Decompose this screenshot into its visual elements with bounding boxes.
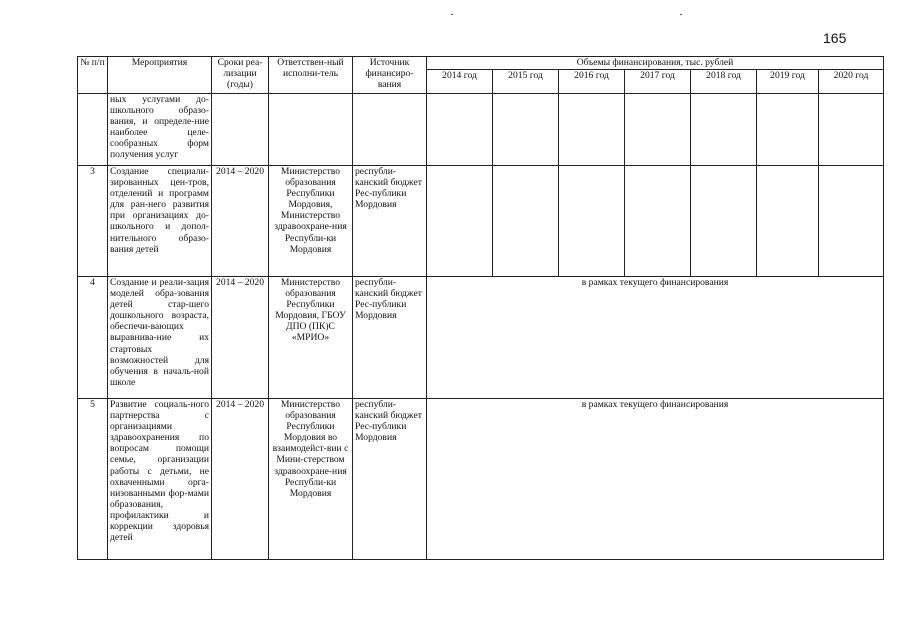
- row-period: [212, 94, 269, 166]
- funding-cell: [427, 94, 493, 166]
- header-year: 2015 год: [493, 70, 559, 94]
- row-activity: ных услугами до-школьного образо-вания, и определе-ние наиболее целе-сообразных форм получения услуг: [108, 94, 212, 166]
- funding-cell: [691, 166, 757, 277]
- header-year: 2016 год: [559, 70, 625, 94]
- header-num: № п/п: [78, 57, 108, 94]
- header-period: Сроки реа-лизации (годы): [212, 57, 269, 94]
- funding-cell: [493, 94, 559, 166]
- row-activity: Создание специали-зированных цен-тров, отделений и программ для ран-него развития при организациях до-школьного и допол-нительного образо-вания детей: [108, 166, 212, 277]
- header-year: 2014 год: [427, 70, 493, 94]
- table-row: [78, 166, 884, 277]
- header-funding: Объемы финансирования, тыс. рублей: [427, 57, 884, 70]
- row-source: [353, 94, 427, 166]
- table-row: [78, 399, 884, 560]
- funding-cell: [493, 166, 559, 277]
- header-year: 2020 год: [819, 70, 884, 94]
- scan-speck: [680, 14, 682, 15]
- row-num: 3: [78, 166, 108, 277]
- funding-cell: [757, 94, 819, 166]
- header-source: Источник финансиро-вания: [353, 57, 427, 94]
- funding-cell: [757, 166, 819, 277]
- row-executor: Министерство образования Республики Мордовия во взаимодейст-вии с Мини-стерством здравоохране-ния Республи-ки Мордовия: [269, 399, 353, 560]
- header-executor: Ответствен-ный исполни-тель: [269, 57, 353, 94]
- row-num: [78, 94, 108, 166]
- funding-cell: [427, 166, 493, 277]
- row-period: 2014 – 2020: [212, 399, 269, 560]
- row-period: 2014 – 2020: [212, 166, 269, 277]
- funding-cell: [691, 94, 757, 166]
- funding-cell: [559, 94, 625, 166]
- funding-note: в рамках текущего финансирования: [427, 277, 884, 399]
- header-year: 2019 год: [757, 70, 819, 94]
- funding-cell: [819, 94, 884, 166]
- funding-cell: [819, 166, 884, 277]
- header-year: 2018 год: [691, 70, 757, 94]
- funding-plan-table: [77, 56, 884, 560]
- funding-cell: [559, 166, 625, 277]
- row-source: республи-канский бюджет Рес-публики Мордовия: [353, 277, 427, 399]
- funding-cell: [625, 166, 691, 277]
- funding-note: в рамках текущего финансирования: [427, 399, 884, 560]
- row-executor: Министерство образования Республики Мордовия, Министерство здравоохране-ния Республи-ки Мордовия: [269, 166, 353, 277]
- scan-speck: [451, 14, 453, 15]
- table-row: [78, 277, 884, 399]
- row-period: 2014 – 2020: [212, 277, 269, 399]
- funding-cell: [625, 94, 691, 166]
- page-number: 165: [823, 30, 847, 46]
- header-year: 2017 год: [625, 70, 691, 94]
- row-activity: Развитие социаль-ного партнерства с организациями здравоохранения по вопросам помощи семье, организации работы с детьми, не охваченными орга-низованными фор-мами образования, профилактики и коррекции здоровья детей: [108, 399, 212, 560]
- row-source: республи-канский бюджет Рес-публики Мордовия: [353, 166, 427, 277]
- row-num: 4: [78, 277, 108, 399]
- row-executor: [269, 94, 353, 166]
- table-row: [78, 94, 884, 166]
- row-activity: Создание и реали-зация моделей обра-зования детей стар-шего дошкольного возраста, обеспечи-вающих выравнива-ние их стартовых возможностей для обучения в началь-ной школе: [108, 277, 212, 399]
- row-num: 5: [78, 399, 108, 560]
- row-executor: Министерство образования Республики Мордовия, ГБОУ ДПО (ПК)С «МРИО»: [269, 277, 353, 399]
- header-activity: Мероприятия: [108, 57, 212, 94]
- row-source: республи-канский бюджет Рес-публики Мордовия: [353, 399, 427, 560]
